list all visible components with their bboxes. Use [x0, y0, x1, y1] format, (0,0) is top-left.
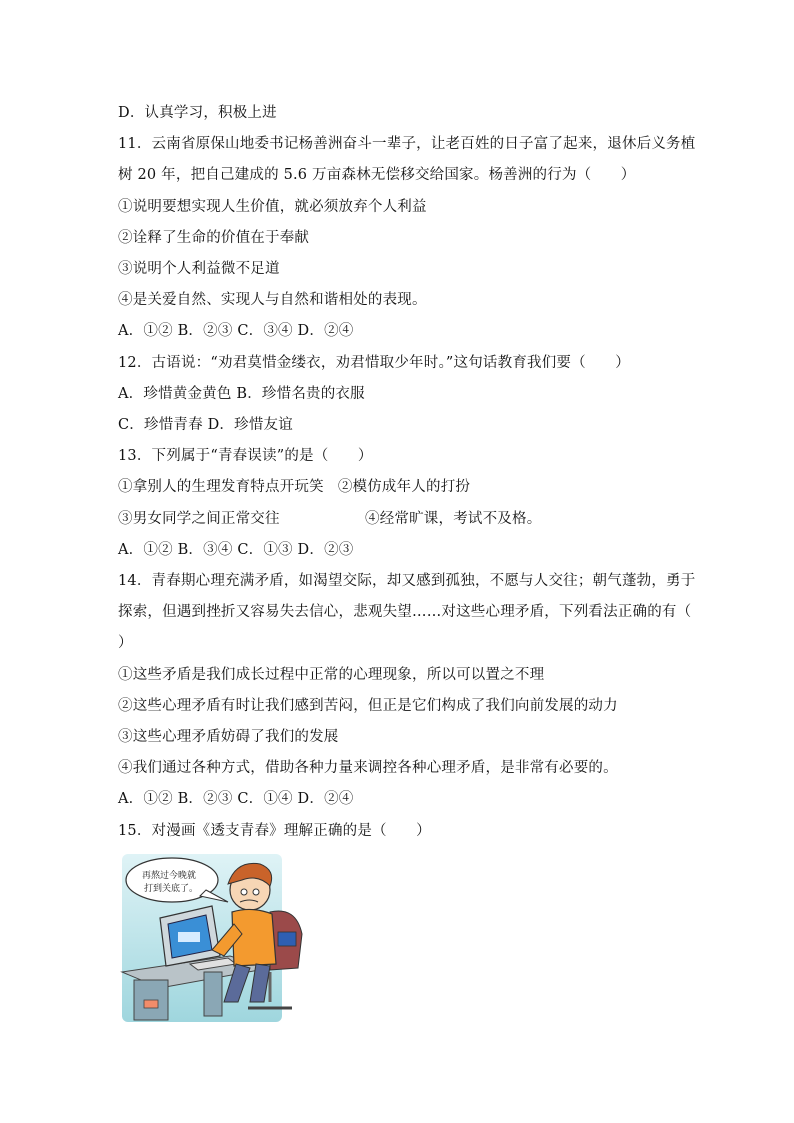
q13-item-1: ①拿别人的生理发育特点开玩笑: [118, 479, 324, 495]
q11-stem-line2: 树 20 年，把自己建成的 5.6 万亩森林无偿移交给国家。杨善洲的行为（ ）: [118, 167, 636, 183]
q13-item-3: ③男女同学之间正常交往: [118, 511, 280, 527]
q14-stem-line1: 14．青春期心理充满矛盾，如渴望交际，却又感到孤独，不愿与人交往；朝气蓬勃，勇于: [118, 573, 696, 589]
cartoon-image: [120, 852, 325, 1024]
q13-stem: 13．下列属于“青春误读”的是（ ）: [118, 448, 373, 464]
q11-stem-line1: 11．云南省原保山地委书记杨善洲奋斗一辈子，让老百姓的日子富了起来，退休后义务植: [118, 136, 696, 152]
q11-item-3: ③说明个人利益微不足道: [118, 261, 280, 277]
q11-item-4: ④是关爱自然、实现人与自然和谐相处的表现。: [118, 292, 427, 308]
q13-item-2: ②模仿成年人的打扮: [337, 479, 471, 495]
q14-stem-line3: ）: [118, 635, 133, 651]
speech-text-line1: 再熬过今晚就: [142, 871, 197, 881]
q13-items-row2: [118, 509, 280, 529]
q13-items-row1: [118, 477, 470, 497]
q14-options: A．①② B．②③ C．①④ D．②④: [118, 791, 354, 807]
q11-item-1: ①说明要想实现人生价值，就必须放弃个人利益: [118, 199, 427, 215]
q14-item-4: ④我们通过各种方式，借助各种力量来调控各种心理矛盾，是非常有必要的。: [118, 760, 618, 776]
q13-item-4: ④经常旷课，考试不及格。: [365, 511, 542, 527]
q10-option-d: D．认真学习，积极上进: [118, 105, 277, 121]
q11-options: A．①② B．②③ C．③④ D．②④: [118, 323, 354, 339]
q13-item-4-wrap: [365, 509, 541, 529]
q14-stem-line2: 探索，但遇到挫折又容易失去信心，悲观失望……对这些心理矛盾，下列看法正确的有（: [118, 604, 692, 620]
q12-options-line1: A．珍惜黄金黄色 B．珍惜名贵的衣服: [118, 386, 365, 402]
q12-stem: 12．古语说：“劝君莫惜金缕衣，劝君惜取少年时。”这句话教育我们要（ ）: [118, 355, 630, 371]
speech-text-line2: 打到关底了。: [144, 884, 199, 894]
q11-item-2: ②诠释了生命的价值在于奉献: [118, 230, 310, 246]
q14-item-3: ③这些心理矛盾妨碍了我们的发展: [118, 729, 339, 745]
q15-stem: 15．对漫画《透支青春》理解正确的是（ ）: [118, 823, 431, 839]
q14-item-2: ②这些心理矛盾有时让我们感到苦闷，但正是它们构成了我们向前发展的动力: [118, 698, 618, 714]
q12-options-line2: C．珍惜青春 D．珍惜友谊: [118, 417, 293, 433]
q13-options: A．①② B．③④ C．①③ D．②③: [118, 542, 354, 558]
q14-item-1: ①这些矛盾是我们成长过程中正常的心理现象，所以可以置之不理: [118, 667, 545, 683]
